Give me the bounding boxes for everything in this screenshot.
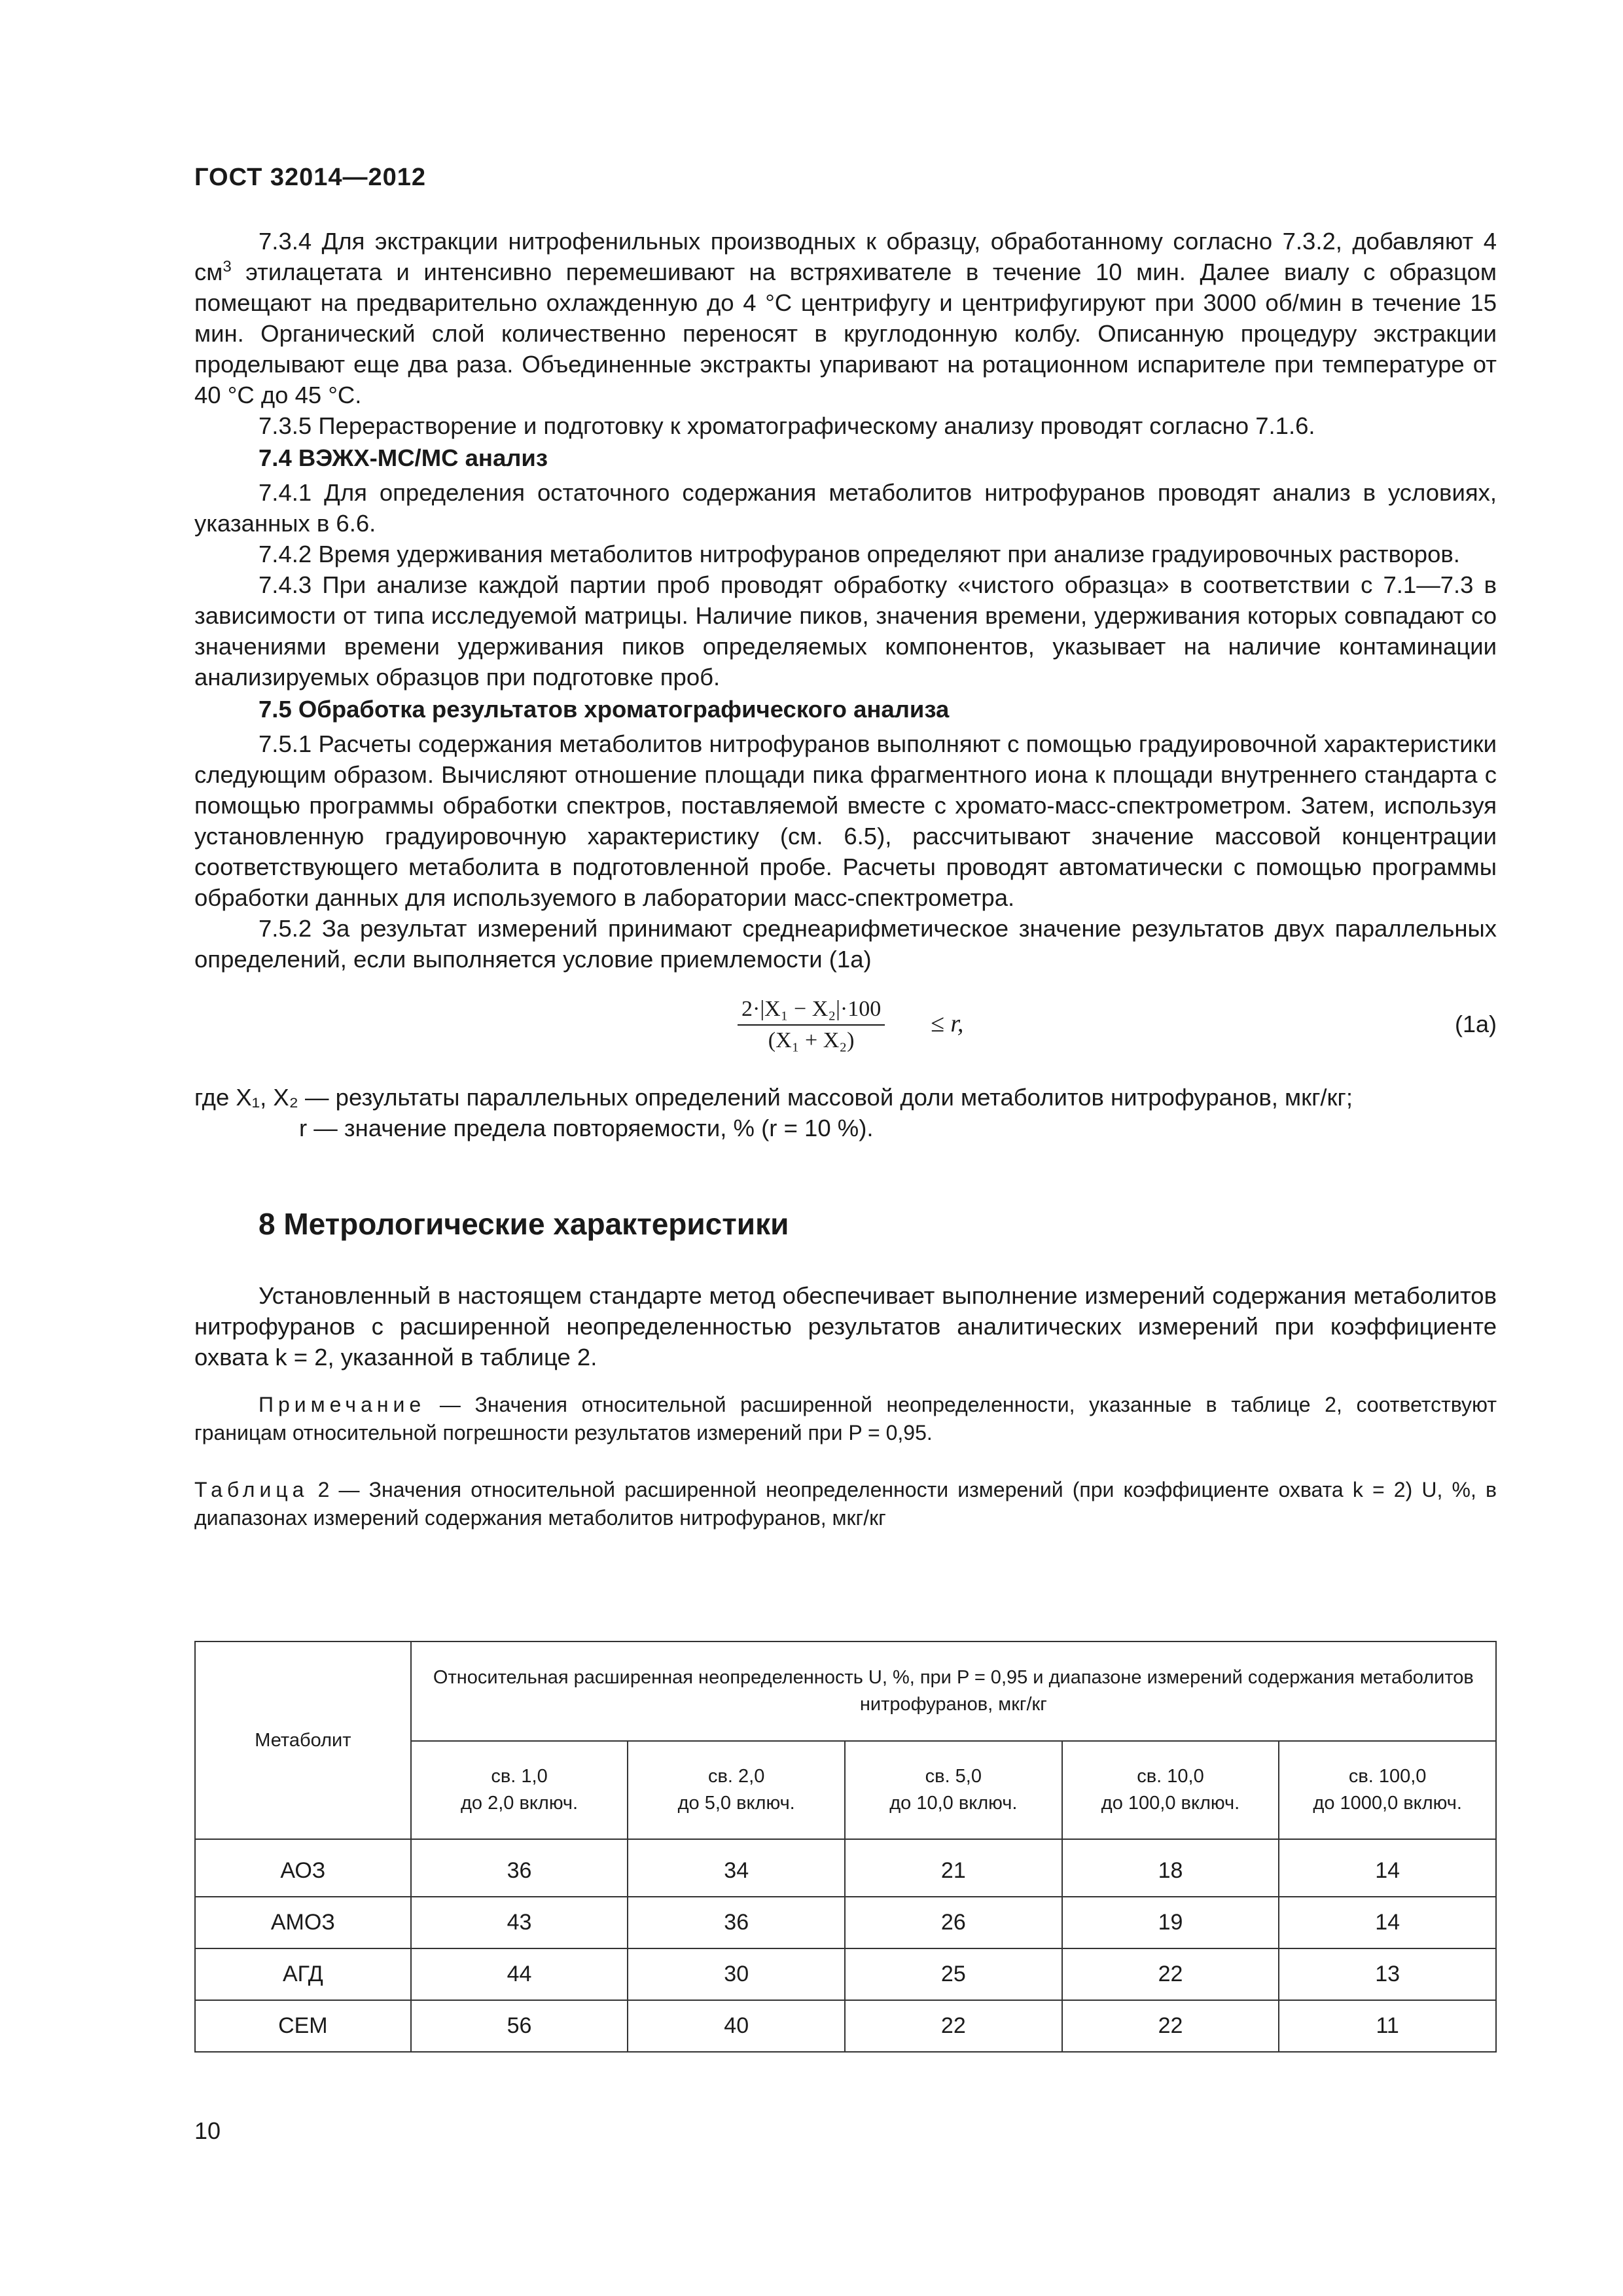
paragraph-7-3-5: 7.3.5 Перерастворение и подготовку к хроматографическому анализу проводят согласно 7.1.6. — [259, 412, 1315, 439]
table-row — [195, 1897, 1496, 1948]
header-range: св. 5,0 до 10,0 включ. — [845, 1741, 1062, 1839]
page-number: 10 — [194, 2117, 221, 2144]
note-label: Примечание — [259, 1393, 426, 1416]
section-heading-7-5: 7.5 Обработка результатов хроматографического анализа — [259, 696, 950, 723]
table-cell: 30 — [628, 1948, 845, 2000]
table-cell: 21 — [845, 1839, 1062, 1897]
table-cell: 44 — [411, 1948, 628, 2000]
table-row — [195, 1948, 1496, 2000]
formula-legend — [194, 1082, 1497, 1143]
metabolite-name: АМОЗ — [195, 1897, 411, 1948]
uncertainty-table — [194, 1641, 1497, 2053]
table-cell: 25 — [845, 1948, 1062, 2000]
paragraph-7-4-3: 7.4.3 При анализе каждой партии проб проводят обработку «чистого образца» в соответствии с 7.1—7.3 в зависимости от типа исследуемой матрицы. Наличие пиков, значения времени, удерживания которых совпадают со значениями времени удерживания пиков определяемых компонентов, указывает на наличие контаминации анализируемых образцов при подготовке проб. — [194, 571, 1497, 691]
table-cell: 36 — [628, 1897, 845, 1948]
document-body — [194, 226, 1497, 1532]
header-range: св. 100,0 до 1000,0 включ. — [1279, 1741, 1496, 1839]
legend-r: r — значение предела повторяемости, % (r = 10 %). — [299, 1115, 874, 1141]
section-heading-7-4: 7.4 ВЭЖХ-МС/МС анализ — [259, 444, 548, 471]
legend-x1-x2: где X₁, X₂ — результаты параллельных определений массовой доли метаболитов нитрофуранов, мкг/кг; — [194, 1084, 1353, 1111]
note — [194, 1391, 1497, 1447]
table-row — [195, 1839, 1496, 1897]
metabolite-name: АГД — [195, 1948, 411, 2000]
formula-numerator: 2·|X₁ − X₂|·100 — [738, 994, 885, 1026]
table-caption — [194, 1476, 1497, 1532]
table-cell: 22 — [845, 2000, 1062, 2052]
paragraph-8: Установленный в настоящем стандарте метод обеспечивает выполнение измерений содержания метаболитов нитрофуранов с расширенной неопределенностью результатов аналитических измерений при коэффициенте охвата k = 2, указанной в таблице 2. — [194, 1282, 1497, 1371]
section-heading-8: 8 Метрологические характеристики — [259, 1207, 789, 1241]
table-cell: 36 — [411, 1839, 628, 1897]
header-metabolite: Метаболит — [195, 1641, 411, 1839]
table-row — [195, 2000, 1496, 2052]
metabolite-name: СЕМ — [195, 2000, 411, 2052]
paragraph-7-4-2: 7.4.2 Время удерживания метаболитов нитрофуранов определяют при анализе градуировочных растворов. — [259, 541, 1460, 567]
formula-1a — [194, 994, 1497, 1066]
table-cell: 14 — [1279, 1897, 1496, 1948]
table-caption-text: 2 — Значения относительной расширенной неопределенности измерений (при коэффициенте охвата k = 2) U, %, в диапазонах измерений содержания метаболитов нитрофуранов, мкг/кг — [194, 1478, 1497, 1530]
header-uncertainty-group: Относительная расширенная неопределенность U, %, при P = 0,95 и диапазоне измерений содержания метаболитов нитрофуранов, мкг/кг — [411, 1641, 1496, 1741]
paragraph-7-3-4: 7.3.4 Для экстракции нитрофенильных производных к образцу, обработанному согласно 7.3.2, добавляют 4 $см^3$ этилацетата и интенсивно перемешивают на встряхивателе в течение 10 мин. Далее виалу с образцом помещают на предварительно охлажденную до 4 °С центрифугу и центрифугируют при 3000 об/мин в течение 15 мин. Органический слой количественно переносят в круглодонную колбу. Описанную процедуру экстракции проделывают еще два раза. Объединенные экстракты упаривают на ротационном испарителе при температуре от 40 °С до 45 °С. — [194, 228, 1497, 408]
table-cell: 18 — [1062, 1839, 1279, 1897]
note-text: — Значения относительной расширенной неопределенности, указанные в таблице 2, соответствуют границам относительной погрешности результатов измерений при P = 0,95. — [194, 1393, 1497, 1444]
table-label: Таблица — [194, 1478, 309, 1501]
table-cell: 22 — [1062, 2000, 1279, 2052]
header-range: св. 10,0 до 100,0 включ. — [1062, 1741, 1279, 1839]
paragraph-7-5-2: 7.5.2 За результат измерений принимают среднеарифметическое значение результатов двух параллельных определений, если выполняется условие приемлемости (1а) — [194, 915, 1497, 973]
header-range: св. 1,0 до 2,0 включ. — [411, 1741, 628, 1839]
table-cell: 13 — [1279, 1948, 1496, 2000]
document-header: ГОСТ 32014—2012 — [194, 164, 427, 191]
formula-fraction — [738, 994, 885, 1056]
paragraph-7-4-1: 7.4.1 Для определения остаточного содержания метаболитов нитрофуранов проводят анализ в условиях, указанных в 6.6. — [194, 479, 1497, 537]
table-cell: 14 — [1279, 1839, 1496, 1897]
table-cell: 26 — [845, 1897, 1062, 1948]
table-cell: 43 — [411, 1897, 628, 1948]
table-cell: 40 — [628, 2000, 845, 2052]
formula-relation: ≤ r, — [931, 1010, 964, 1037]
formula-number: (1а) — [1454, 1011, 1497, 1037]
table-cell: 34 — [628, 1839, 845, 1897]
table-cell: 11 — [1279, 2000, 1496, 2052]
header-range: св. 2,0 до 5,0 включ. — [628, 1741, 845, 1839]
table-cell: 56 — [411, 2000, 628, 2052]
formula-denominator: (X₁ + X₂) — [768, 1028, 855, 1052]
paragraph-7-5-1: 7.5.1 Расчеты содержания метаболитов нитрофуранов выполняют с помощью градуировочной характеристики следующим образом. Вычисляют отношение площади пика фрагментного иона к площади внутреннего стандарта с помощью программы обработки спектров, поставляемой вместе с хромато-масс-спектрометром. Затем, используя установленную градуировочную характеристику (см. 6.5), рассчитывают значение массовой концентрации соответствующего метаболита в подготовленной пробе. Расчеты проводят автоматически с помощью программы обработки данных для используемого в лаборатории масс-спектрометра. — [194, 730, 1497, 911]
table-cell: 19 — [1062, 1897, 1279, 1948]
metabolite-name: АОЗ — [195, 1839, 411, 1897]
table-cell: 22 — [1062, 1948, 1279, 2000]
